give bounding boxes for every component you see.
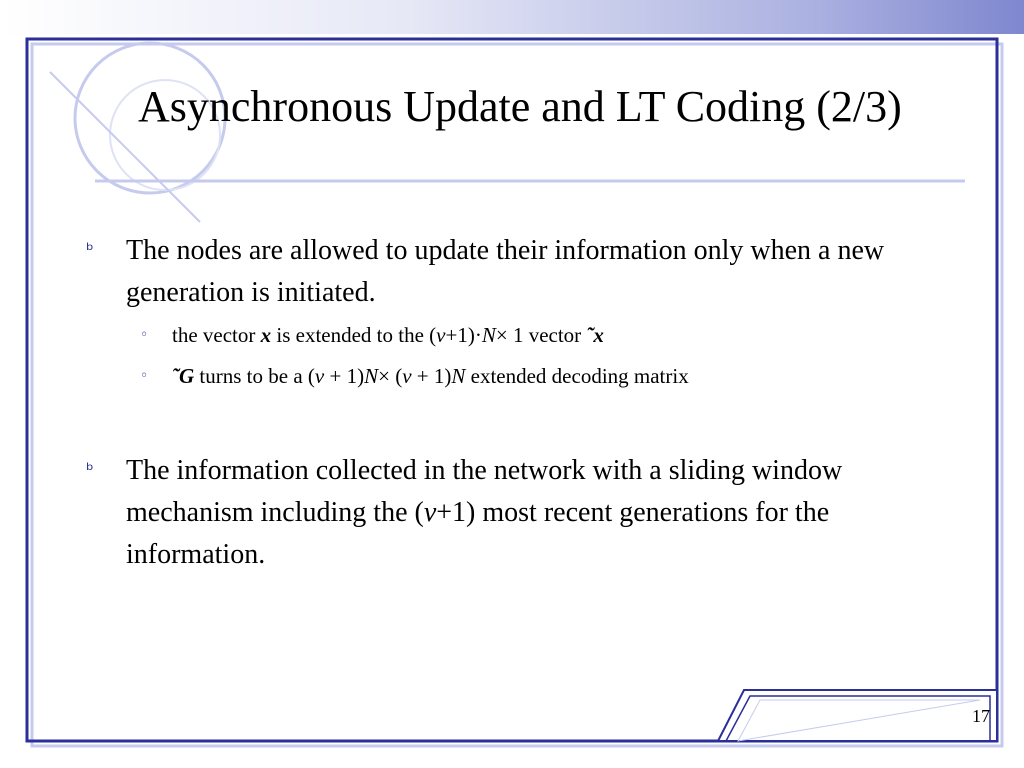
sub-bullet-text: the vector x is extended to the (v+1)·N× 1 vector ˜x (172, 323, 604, 347)
sub-bullet-2 (140, 361, 920, 391)
page-number: 17 (972, 706, 990, 726)
sub-bullet-marker: ◦ (140, 368, 149, 384)
bullet-marker: ᵇ (86, 240, 94, 261)
bullet-2 (86, 450, 916, 576)
bullet-text: The information collected in the network with a sliding window mechanism including the (v+1) most recent generations for the information. (126, 455, 843, 570)
bullet-text: The nodes are allowed to update their information only when a new generation is initiated. (126, 235, 885, 308)
sub-bullet-text: ˜G turns to be a (v + 1)N× (v + 1)N extended decoding matrix (172, 364, 689, 388)
bullet-marker: ᵇ (86, 460, 94, 481)
bullet-1 (86, 230, 916, 314)
sub-bullet-marker: ◦ (140, 327, 149, 343)
page-tab (718, 690, 997, 741)
sub-bullet-1 (140, 320, 920, 350)
slide-title: Asynchronous Update and LT Coding (2/3) (138, 82, 902, 131)
